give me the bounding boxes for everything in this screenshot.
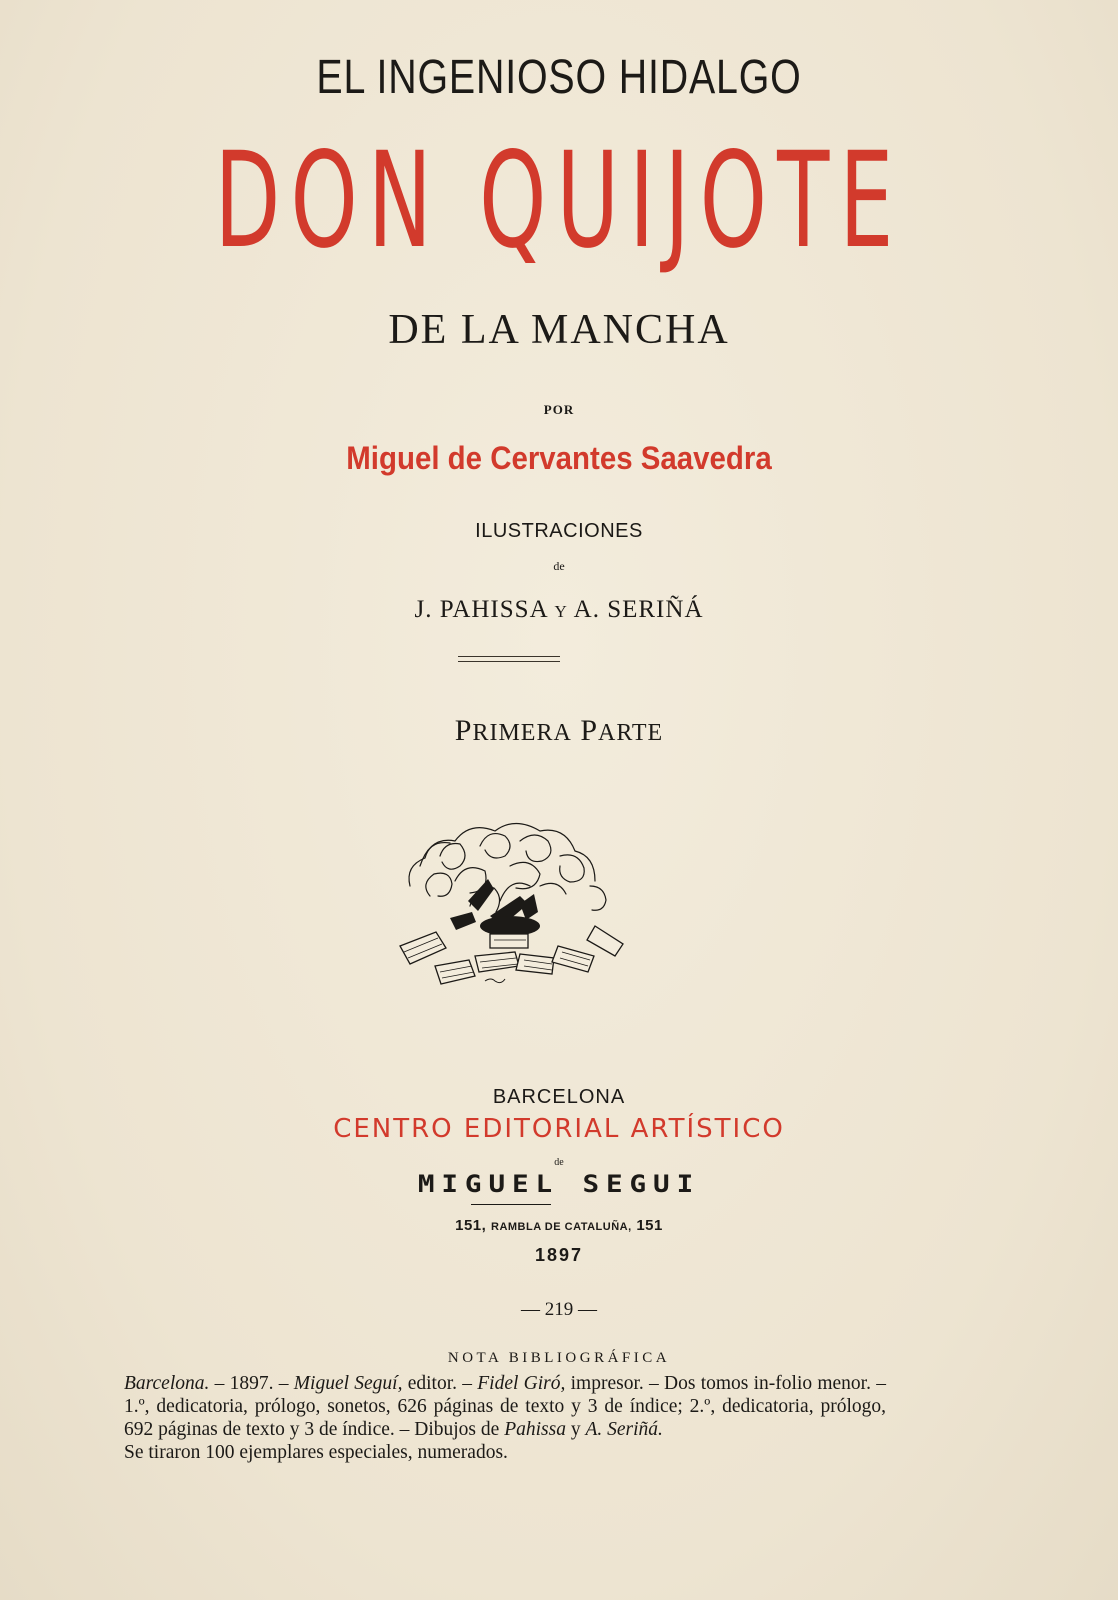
note-editor-name: Miguel Seguí, bbox=[293, 1373, 403, 1394]
publisher-name: CENTRO EDITORIAL ARTÍSTICO bbox=[333, 1114, 785, 1144]
page-number: — 219 — bbox=[521, 1299, 597, 1320]
author-name: Miguel de Cervantes Saavedra bbox=[346, 440, 772, 476]
note-last-line: Se tiraron 100 ejemplares especiales, numerados. bbox=[124, 1442, 508, 1463]
note-paragraph bbox=[124, 1372, 886, 1441]
double-rule-divider bbox=[458, 656, 560, 662]
part2-initial: P bbox=[580, 714, 598, 747]
ilustraciones-label: ILUSTRACIONES bbox=[475, 520, 643, 542]
address-number-1: 151, bbox=[455, 1217, 487, 1234]
por-label: POR bbox=[543, 402, 575, 417]
publisher-de-label: de bbox=[554, 1157, 564, 1168]
illustrators-line bbox=[0, 596, 1118, 624]
illustrator-conjunction: Y bbox=[554, 602, 568, 621]
illustrator-serina: A. SERIÑÁ bbox=[573, 596, 704, 623]
part-heading bbox=[0, 714, 1118, 748]
burning-books-engraving-icon bbox=[380, 806, 640, 1006]
main-title: DON QUIJOTE bbox=[214, 124, 904, 278]
bibliographic-note bbox=[124, 1372, 886, 1464]
note-details: impresor. – Dos tomos in-folio menor. – 1.º, dedicatoria, prólogo, sonetos, 626 páginas de texto y 3 de índice; 2.º, dedicatoria, prólogo, 692 páginas de texto y 3 de índice. – Dibujos de bbox=[124, 1373, 886, 1440]
note-editor-role: editor. – bbox=[402, 1373, 478, 1394]
illustrator-pahissa: J. PAHISSA bbox=[414, 596, 548, 623]
address-number-2: 151 bbox=[636, 1217, 663, 1234]
editor-name: MIGUEL SEGUI bbox=[417, 1170, 701, 1198]
address-street: RAMBLA DE CATALUÑA, bbox=[491, 1221, 632, 1233]
note-city: Barcelona. bbox=[124, 1373, 210, 1394]
note-illustrator-2: A. Seriñá. bbox=[585, 1419, 663, 1440]
part2-word-rest: ARTE bbox=[598, 720, 664, 746]
publication-year: 1897 bbox=[534, 1245, 584, 1265]
note-title: NOTA BIBLIOGRÁFICA bbox=[447, 1350, 671, 1366]
note-year: – 1897. – bbox=[209, 1373, 294, 1394]
de-label: de bbox=[553, 559, 565, 573]
note-printer-name: Fidel Giró, bbox=[477, 1373, 566, 1394]
part-initial: P bbox=[454, 714, 473, 747]
part-word-rest: RIMERA bbox=[472, 720, 572, 746]
editor-underline bbox=[471, 1204, 551, 1205]
subtitle-de-la-mancha: DE LA MANCHA bbox=[388, 307, 730, 353]
subtitle-el-ingenioso-hidalgo: EL INGENIOSO HIDALGO bbox=[316, 51, 802, 104]
note-conjunction: y bbox=[565, 1419, 586, 1440]
address bbox=[0, 1217, 1118, 1234]
note-illustrator-1: Pahissa bbox=[504, 1419, 566, 1440]
city: BARCELONA bbox=[492, 1086, 626, 1108]
